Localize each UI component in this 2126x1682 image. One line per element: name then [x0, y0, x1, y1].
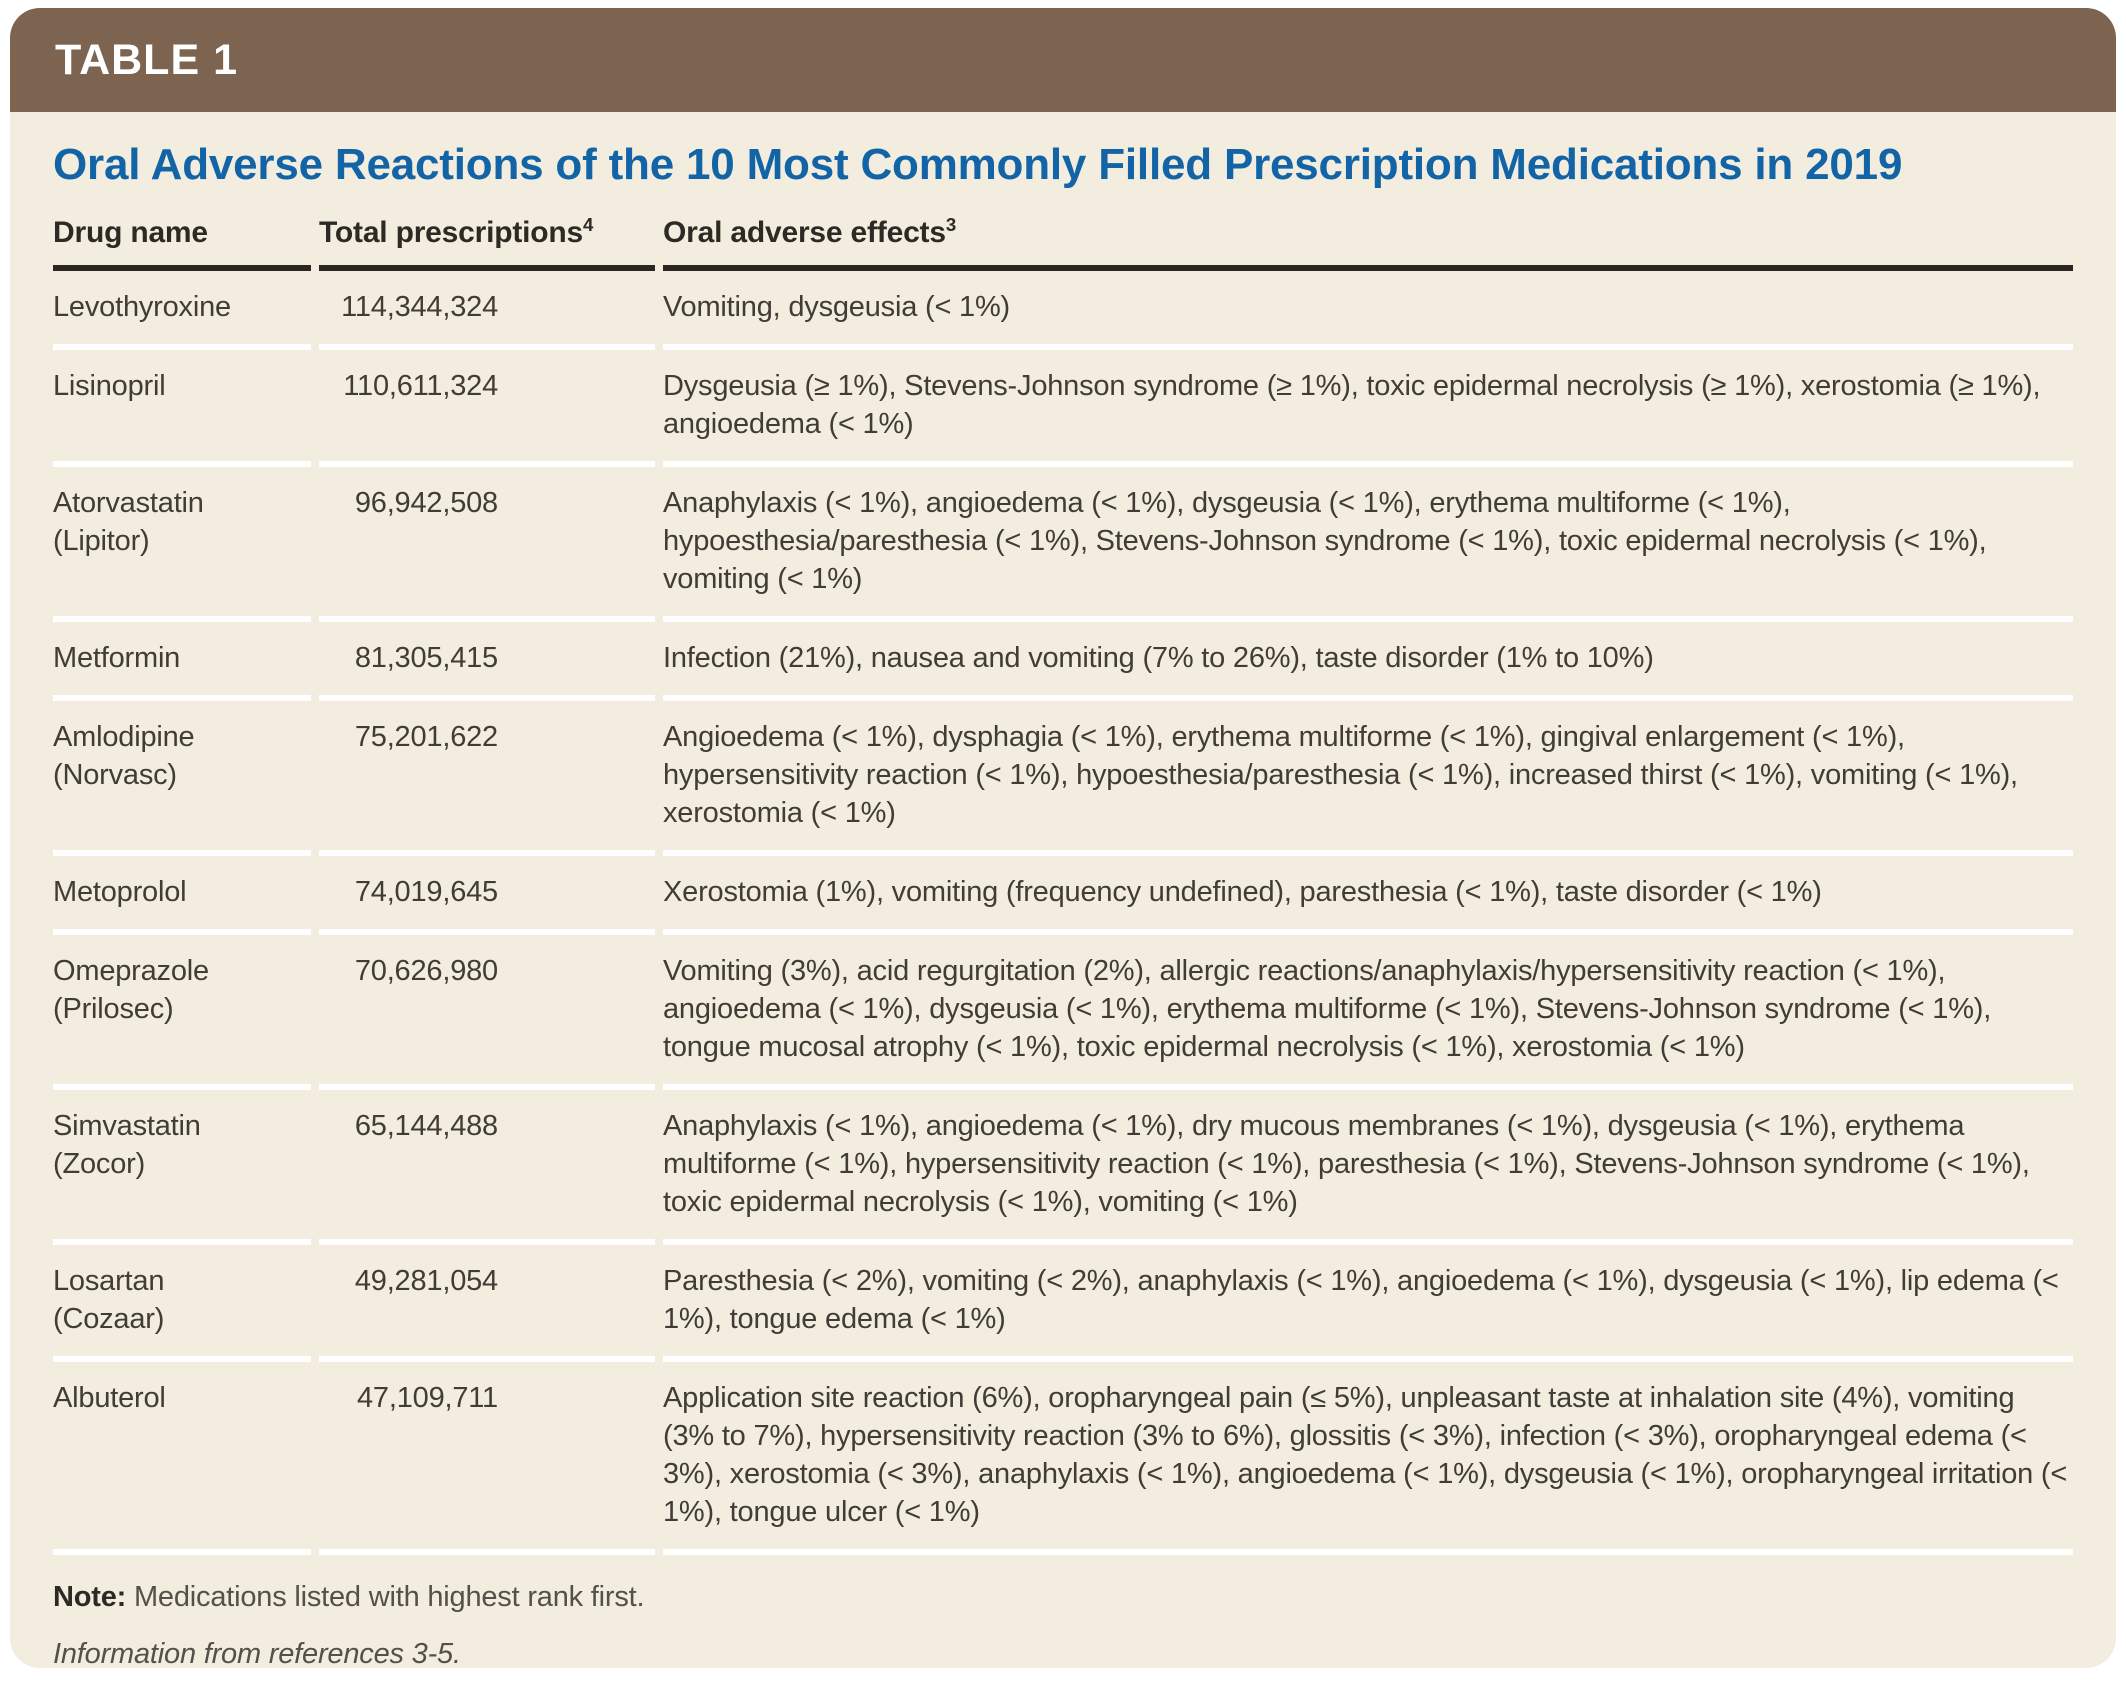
- drug-brand-name: (Cozaar): [53, 1303, 165, 1335]
- oral-adverse-effects-cell: Vomiting (3%), acid regurgitation (2%), allergic reactions/anaphylaxis/hypersensitivity reaction (< 1%), angioedema (< 1%), dysgeusia (< 1%), erythema multiforme (< 1%), Stevens-Johnson syndrome (< 1%), tongue mucosal atrophy (< 1%), toxic epidermal necrolysis (< 1%), xerostomia (< 1%): [663, 935, 2073, 1090]
- drug-name-cell: [53, 467, 311, 622]
- oral-adverse-effects-cell: Infection (21%), nausea and vomiting (7% to 26%), taste disorder (1% to 10%): [663, 622, 2073, 701]
- total-prescriptions-cell: 74,019,645: [319, 856, 655, 935]
- oral-adverse-effects-cell: Dysgeusia (≥ 1%), Stevens-Johnson syndrome (≥ 1%), toxic epidermal necrolysis (≥ 1%), xerostomia (≥ 1%), angioedema (< 1%): [663, 350, 2073, 467]
- note-text: Medications listed with highest rank first.: [126, 1581, 645, 1613]
- oral-adverse-effects-cell: Anaphylaxis (< 1%), angioedema (< 1%), dry mucous membranes (< 1%), dysgeusia (< 1%), erythema multiforme (< 1%), hypersensitivity reaction (< 1%), paresthesia (< 1%), Stevens-Johnson syndrome (< 1%), toxic epidermal necrolysis (< 1%), vomiting (< 1%): [663, 1090, 2073, 1245]
- drug-name: Atorvastatin: [53, 487, 204, 519]
- oral-adverse-effects-cell: Vomiting, dysgeusia (< 1%): [663, 271, 2073, 350]
- table-note: [53, 1581, 2073, 1614]
- column-header-total-prescriptions: Total prescriptions$^4$: [319, 196, 655, 271]
- note-label: Note:: [53, 1581, 127, 1613]
- source-attribution: Information from references 3-5.: [53, 1638, 461, 1668]
- drug-name: Metformin: [53, 642, 181, 674]
- drug-name: Lisinopril: [53, 370, 166, 402]
- oral-adverse-effects-cell: Xerostomia (1%), vomiting (frequency undefined), paresthesia (< 1%), taste disorder (< 1%): [663, 856, 2073, 935]
- drug-name: Metoprolol: [53, 876, 187, 908]
- table-banner: [10, 8, 2116, 112]
- drug-name-cell: [53, 271, 311, 350]
- column-header-drug-name: Drug name: [53, 196, 311, 271]
- total-prescriptions-cell: 114,344,324: [319, 271, 655, 350]
- total-prescriptions-cell: 49,281,054: [319, 1245, 655, 1362]
- drug-brand-name: (Prilosec): [53, 993, 174, 1025]
- drug-name: Amlodipine: [53, 721, 195, 753]
- oral-adverse-effects-cell: Paresthesia (< 2%), vomiting (< 2%), anaphylaxis (< 1%), angioedema (< 1%), dysgeusia (< 1%), lip edema (< 1%), tongue edema (< 1%): [663, 1245, 2073, 1362]
- total-prescriptions-cell: 81,305,415: [319, 622, 655, 701]
- table-row: [53, 1245, 2073, 1362]
- drug-name: Losartan: [53, 1265, 165, 1297]
- total-prescriptions-cell: 96,942,508: [319, 467, 655, 622]
- total-prescriptions-cell: 75,201,622: [319, 701, 655, 856]
- drug-name-cell: [53, 1362, 311, 1555]
- table-row: [53, 350, 2073, 467]
- table-row: [53, 701, 2073, 856]
- drug-name-cell: [53, 350, 311, 467]
- drug-name: Simvastatin: [53, 1110, 201, 1142]
- drug-name: Levothyroxine: [53, 291, 231, 323]
- table-row: [53, 1362, 2073, 1555]
- reference-superscript: 3: [945, 214, 956, 235]
- table-title: Oral Adverse Reactions of the 10 Most Commonly Filled Prescription Medications in 2019: [53, 140, 1903, 189]
- table-card: [10, 8, 2116, 1668]
- table-content: [10, 140, 2116, 1668]
- oral-adverse-effects-cell: Application site reaction (6%), oropharyngeal pain (≤ 5%), unpleasant taste at inhalation site (4%), vomiting (3% to 7%), hypersensitivity reaction (3% to 6%), glossitis (< 3%), infection (< 3%), oropharyngeal edema (< 3%), xerostomia (< 3%), anaphylaxis (< 1%), angioedema (< 1%), dysgeusia (< 1%), oropharyngeal irritation (< 1%), tongue ulcer (< 1%): [663, 1362, 2073, 1555]
- total-prescriptions-cell: 70,626,980: [319, 935, 655, 1090]
- oral-adverse-effects-cell: Angioedema (< 1%), dysphagia (< 1%), erythema multiforme (< 1%), gingival enlargement (< 1%), hypersensitivity reaction (< 1%), hypoesthesia/paresthesia (< 1%), increased thirst (< 1%), vomiting (< 1%), xerostomia (< 1%): [663, 701, 2073, 856]
- table-row: [53, 856, 2073, 935]
- column-header-oral-adverse-effects: Oral adverse effects$^3$: [663, 196, 2073, 271]
- drug-brand-name: (Lipitor): [53, 525, 150, 557]
- total-prescriptions-cell: 110,611,324: [319, 350, 655, 467]
- total-prescriptions-cell: 47,109,711: [319, 1362, 655, 1555]
- drug-name-cell: [53, 622, 311, 701]
- table-row: [53, 622, 2073, 701]
- drug-brand-name: (Norvasc): [53, 759, 177, 791]
- total-prescriptions-cell: 65,144,488: [319, 1090, 655, 1245]
- medications-table: [45, 196, 2081, 1555]
- drug-name-cell: [53, 935, 311, 1090]
- drug-name-cell: [53, 1245, 311, 1362]
- table-row: [53, 467, 2073, 622]
- drug-name: Albuterol: [53, 1382, 166, 1414]
- table-row: [53, 935, 2073, 1090]
- drug-brand-name: (Zocor): [53, 1148, 146, 1180]
- table-number-label: TABLE 1: [55, 35, 238, 84]
- header-row: [53, 196, 2073, 271]
- drug-name-cell: [53, 856, 311, 935]
- drug-name-cell: [53, 701, 311, 856]
- table-row: [53, 271, 2073, 350]
- drug-name: Omeprazole: [53, 955, 209, 987]
- oral-adverse-effects-cell: Anaphylaxis (< 1%), angioedema (< 1%), dysgeusia (< 1%), erythema multiforme (< 1%), hypoesthesia/paresthesia (< 1%), Stevens-Johnson syndrome (< 1%), toxic epidermal necrolysis (< 1%), vomiting (< 1%): [663, 467, 2073, 622]
- table-row: [53, 1090, 2073, 1245]
- reference-superscript: 4: [583, 214, 594, 235]
- drug-name-cell: [53, 1090, 311, 1245]
